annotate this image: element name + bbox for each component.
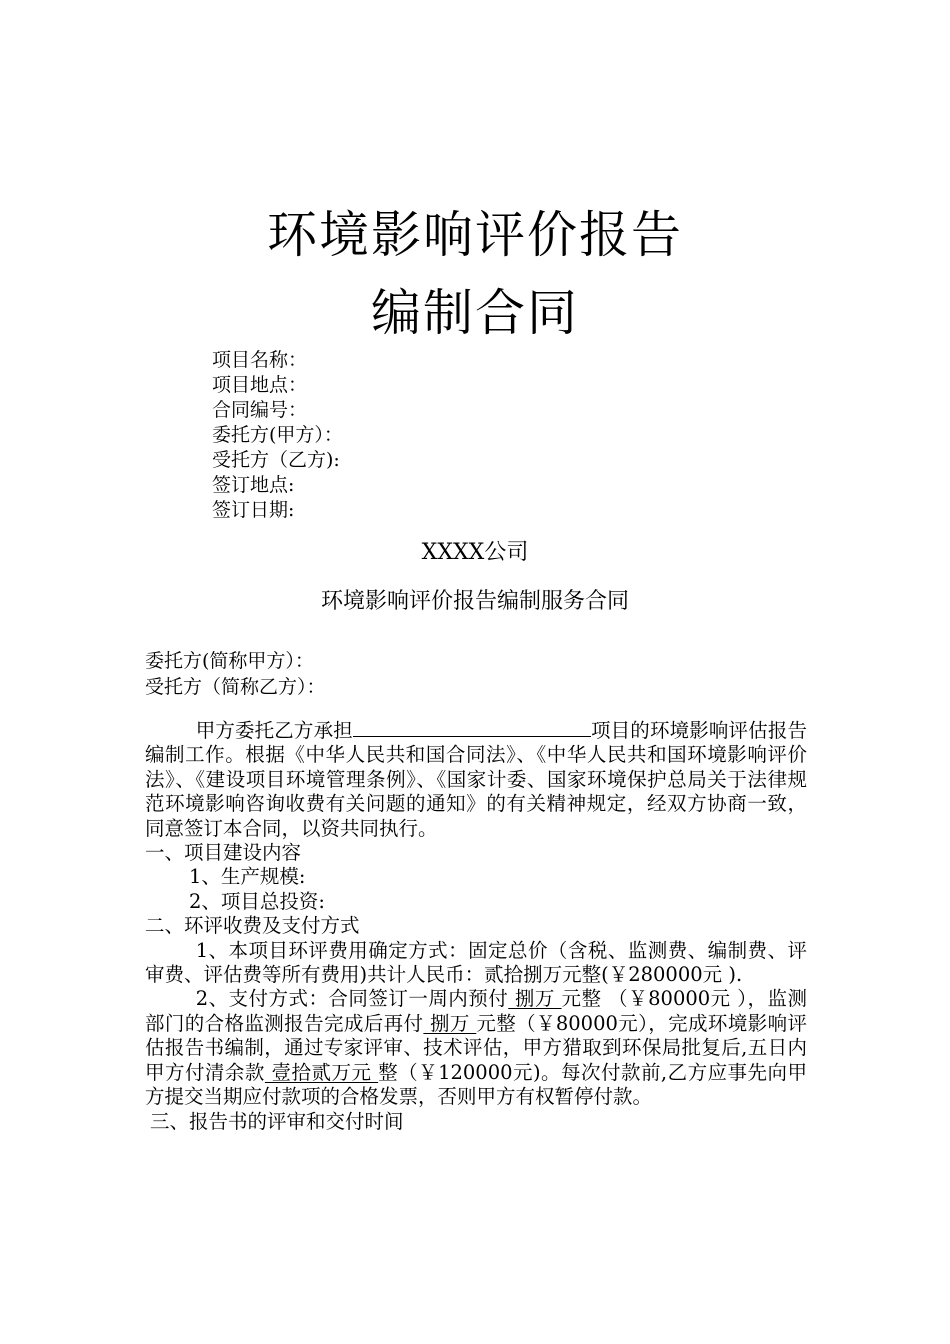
signing-place-label: 签订地点: (212, 474, 295, 496)
project-location-label: 项目地点： (212, 374, 308, 396)
document-title-line2: 编制合同 (371, 284, 579, 342)
payment-text-4: 整（￥120000元)。每次付款前,乙方应事先向甲方提交当期应付款项的合格发票，否则甲方有权暂停付款。 (145, 1060, 807, 1109)
section2-item1: 1、本项目环评费用确定方式：固定总价（含税、监测费、编制费、评审费、评估费等所有费用)共计人民币：贰拾捌万元整(￥280000元 ). (145, 938, 807, 987)
cover-fields (212, 348, 343, 523)
payment-text-3: 元整（￥80000元），完成环境影响评估报告书编制，通过专家评审、技术评估，甲方猎取到环保局批复后,五日内甲方付清余款 (145, 1011, 807, 1084)
document-title-line1: 环境影响评价报告 (267, 206, 683, 264)
intro-before: 甲方委托乙方承担 (195, 719, 353, 742)
section1-item2: 2、项目总投资: (189, 889, 325, 913)
section2-item2 (145, 987, 807, 1109)
party-b-line: 受托方（简称乙方）： (145, 676, 326, 698)
contract-body (145, 718, 807, 1134)
payment-amount-1: 捌万 (508, 987, 562, 1011)
section1-item1: 1、生产规模: (189, 865, 306, 889)
payment-text-2: 元整 （￥80000元 ），监测部门的合格监测报告完成后再付 (145, 987, 807, 1035)
payment-amount-3: 壹拾贰万元 (264, 1060, 379, 1084)
intro-after: 项目的环境影响评估报告编制工作。根据《中华人民共和国合同法》、《中华人民共和国环境影响评价法》、《建设项目环境管理条例》、《国家计委、国家环境保护总局关于法律规范环境影响咨询收费有关问题的通知》的有关精神规定，经双方协商一致，同意签订本合同，以资共同执行。 (145, 719, 807, 840)
section2-heading: 二、环评收费及支付方式 (145, 914, 360, 938)
section3-heading: 三、报告书的评审和交付时间 (150, 1109, 404, 1133)
project-blank-line (353, 718, 591, 737)
project-name-label: 项目名称： (212, 349, 308, 371)
intro-paragraph (145, 718, 807, 841)
contract-subtitle: 环境影响评价报告编制服务合同 (320, 589, 629, 614)
company-name: XXXX公司 (421, 540, 529, 565)
payment-text-1: 2、支付方式：合同签订一周内预付 (195, 987, 509, 1011)
contract-number-label: 合同编号： (212, 399, 308, 421)
party-a-line: 委托方(简称甲方）： (145, 650, 314, 672)
party-a-label: 委托方(甲方）： (212, 424, 343, 446)
section1-heading: 一、项目建设内容 (145, 841, 302, 865)
signing-date-label: 签订日期: (212, 499, 295, 521)
payment-amount-2: 捌万 (423, 1011, 477, 1035)
parties-block (145, 648, 326, 700)
party-b-label: 受托方（乙方): (212, 449, 340, 471)
